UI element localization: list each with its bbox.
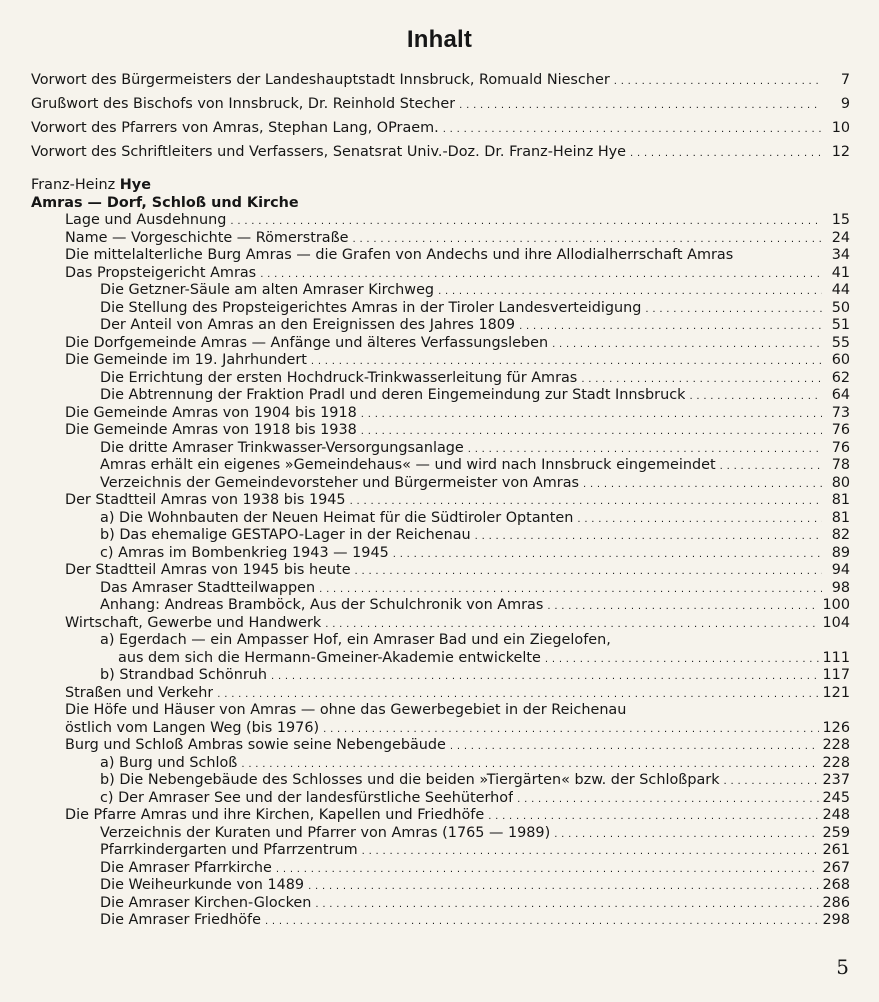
toc-entry-title: Die Getzner-Säule am alten Amraser Kirchweg [100,282,435,298]
toc-entry-page: 245 [822,789,850,806]
dot-leader [217,685,818,704]
toc-entry-title: c) Der Amraser See und der landesfürstliche Seehüterhof [100,789,514,806]
toc-entry [31,352,850,370]
toc-entry [31,877,850,895]
toc-entry-page: 98 [831,579,850,596]
dot-leader [545,650,819,669]
toc-entry-title: Verzeichnis der Kuraten und Pfarrer von Amras (1765 — 1989) [100,824,551,841]
toc-entry-title: östlich vom Langen Weg (bis 1976) [65,719,320,736]
toc-entry [31,212,850,230]
toc-entry-page: 111 [822,649,850,666]
dot-leader [260,265,822,284]
toc-entry-title: Die mittelalterliche Burg Amras — die Grafen von Andechs und ihre Allodialherrschaft Amras [65,247,734,263]
toc-entry-title: Die Errichtung der ersten Hochdruck-Trinkwasserleitung für Amras [100,369,578,386]
dot-leader [443,116,822,142]
toc-entry-page: 44 [831,282,850,298]
toc-entry-title: Die Höfe und Häuser von Amras — ohne das Gewerbegebiet in der Reichenau [65,702,627,718]
toc-entry-title: Straßen und Verkehr [65,684,214,701]
toc-entry [31,370,850,388]
toc-entry [31,475,850,493]
dot-leader [475,527,822,546]
table-of-contents [31,68,850,930]
dot-leader [265,912,819,931]
toc-entry-title: a) Egerdach — ein Ampasser Hof, ein Amraser Bad und ein Ziegelofen, [100,632,611,648]
toc-entry-page: 7 [840,72,850,88]
toc-entry [31,282,850,300]
toc-entry-title: Die Weiheurkunde von 1489 [100,877,305,893]
dot-leader [361,422,822,441]
toc-entry [31,667,850,685]
toc-entry-title: b) Die Nebengebäude des Schlosses und die beiden »Tiergärten« bzw. der Schloßpark [100,772,720,788]
dot-leader [241,755,818,774]
toc-entry [31,737,850,755]
toc-entry [31,68,850,92]
author-first-name: Franz-Heinz [31,177,116,193]
dot-leader [325,615,818,634]
toc-entry-title: Der Stadtteil Amras von 1938 bis 1945 [65,492,346,508]
dot-leader [583,475,822,494]
toc-entry [31,755,850,773]
toc-entry-title: Vorwort des Schriftleiters und Verfassers, Senatsrat Univ.-Doz. Dr. Franz-Heinz Hye [31,144,627,160]
toc-entry-title: b) Strandbad Schönruh [100,667,268,683]
toc-entry-page: 62 [831,369,850,386]
toc-entry [31,422,850,440]
toc-entry [31,562,850,580]
page-title: Inhalt [406,26,473,53]
toc-entry [31,580,850,598]
toc-entry-title: Vorwort des Bürgermeisters der Landeshauptstadt Innsbruck, Romuald Niescher [31,72,610,88]
toc-entry-page: 73 [831,404,850,421]
toc-entry-title: Das Amraser Stadtteilwappen [100,579,316,596]
toc-entry [31,300,850,318]
toc-entry-title: a) Burg und Schloß [100,754,238,771]
dot-leader [350,492,822,511]
toc-entry-title: Lage und Ausdehnung [65,212,227,228]
dot-leader [468,440,822,459]
dot-leader [323,720,818,739]
toc-entry-page: 10 [831,120,850,136]
toc-entry-page: 41 [831,264,850,281]
toc-entry-title: aus dem sich die Hermann-Gmeiner-Akademie entwickelte [118,649,541,666]
toc-entry [31,387,850,405]
toc-entry-page: 12 [831,144,850,160]
toc-entry [31,772,850,790]
toc-entry [31,912,850,930]
dot-leader [517,790,818,809]
toc-entry [31,545,850,563]
entry-list [31,212,850,930]
toc-entry [31,440,850,458]
toc-entry [31,335,850,353]
dot-leader [554,825,818,844]
dot-leader [353,230,822,249]
dot-leader [614,68,822,94]
toc-entry [31,615,850,633]
toc-entry [31,702,850,720]
toc-entry-page: 60 [831,352,850,368]
dot-leader [577,510,822,529]
toc-entry [31,492,850,510]
dot-leader [488,807,818,826]
toc-entry-title: Name — Vorgeschichte — Römerstraße [65,229,349,246]
toc-entry-page: 81 [831,492,850,508]
dot-leader [438,282,822,301]
toc-entry-title: Wirtschaft, Gewerbe und Handwerk [65,614,322,631]
author-name [31,177,850,195]
dot-leader [308,877,818,896]
toc-entry-page: 9 [840,96,850,112]
dot-leader [459,92,822,118]
toc-entry [31,685,850,703]
toc-entry [31,842,850,860]
toc-entry-page: 117 [822,667,850,683]
dot-leader [552,335,822,354]
toc-entry-title: Die Pfarre Amras und ihre Kirchen, Kapellen und Friedhöfe [65,807,485,823]
dot-leader [311,352,822,371]
toc-entry-page: 82 [831,527,850,543]
toc-entry-title: Vorwort des Pfarrers von Amras, Stephan Lang, OPraem. [31,120,439,136]
dot-leader [689,387,822,406]
toc-entry-title: Die Gemeinde im 19. Jahrhundert [65,352,307,368]
toc-entry [31,510,850,528]
dot-leader [450,737,819,756]
toc-entry [31,317,850,335]
toc-entry-page: 237 [822,772,850,788]
toc-entry [31,92,850,116]
toc-entry-title: Die Abtrennung der Fraktion Pradl und deren Eingemeindung zur Stadt Innsbruck [100,387,686,403]
toc-entry-page: 267 [822,859,850,876]
preface-list [31,68,850,164]
dot-leader [276,860,819,879]
toc-entry-title: Die Stellung des Propsteigerichtes Amras in der Tiroler Landesverteidigung [100,299,642,316]
dot-leader [630,140,822,166]
toc-entry [31,405,850,423]
dot-leader [271,667,819,686]
toc-entry-title: a) Die Wohnbauten der Neuen Heimat für die Südtiroler Optanten [100,509,574,526]
toc-entry [31,650,850,668]
toc-entry-title: Der Anteil von Amras an den Ereignissen des Jahres 1809 [100,317,516,333]
toc-entry-title: b) Das ehemalige GESTAPO-Lager in der Reichenau [100,527,471,543]
toc-entry [31,247,850,265]
author-line [31,177,850,195]
dot-leader [319,580,822,599]
author-last-name: Hye [119,177,151,193]
dot-leader [361,405,822,424]
main-section-title: Amras — Dorf, Schloß und Kirche [31,194,299,211]
toc-entry [31,807,850,825]
toc-entry-title: Die Amraser Kirchen-Glocken [100,894,312,911]
toc-entry-page: 268 [822,877,850,893]
toc-entry-page: 259 [822,824,850,841]
dot-leader [393,545,822,564]
toc-entry-page: 121 [822,684,850,701]
toc-entry-page: 80 [831,474,850,491]
toc-entry [31,860,850,878]
dot-leader [547,597,818,616]
toc-entry-title: c) Amras im Bombenkrieg 1943 — 1945 [100,544,389,561]
toc-entry-title: Die Amraser Pfarrkirche [100,859,272,876]
toc-entry-page: 76 [831,422,850,438]
toc-entry-title: Das Propsteigericht Amras [65,264,257,281]
toc-entry-title: Amras erhält ein eigenes »Gemeindehaus« — und wird nach Innsbruck eingemeindet [100,457,716,473]
toc-entry [31,116,850,140]
toc-entry-page: 15 [831,212,850,228]
toc-entry-page: 51 [831,317,850,333]
dot-leader [230,212,822,231]
toc-entry-title: Die Dorfgemeinde Amras — Anfänge und älteres Verfassungsleben [65,334,549,351]
toc-entry-title: Verzeichnis der Gemeindevorsteher und Bürgermeister von Amras [100,474,580,491]
toc-entry-page: 248 [822,807,850,823]
toc-entry-page: 298 [822,912,850,928]
toc-entry [31,720,850,738]
toc-entry-title: Die dritte Amraser Trinkwasser-Versorgungsanlage [100,439,464,456]
toc-entry-title: Die Amraser Friedhöfe [100,912,261,928]
dot-leader [581,370,822,389]
toc-entry-page: 76 [831,439,850,456]
toc-entry-page: 34 [831,247,850,263]
toc-entry-page: 64 [831,387,850,403]
toc-entry-title: Die Gemeinde Amras von 1904 bis 1918 [65,404,357,421]
toc-entry [31,632,850,650]
dot-leader [315,895,818,914]
toc-entry-page: 89 [831,544,850,561]
toc-entry-page: 228 [822,754,850,771]
toc-entry [31,597,850,615]
toc-entry [31,457,850,475]
toc-entry-page: 286 [822,894,850,911]
toc-entry-page: 78 [831,457,850,473]
page-number: 5 [836,955,849,979]
toc-entry [31,140,850,164]
toc-entry [31,230,850,248]
toc-entry-page: 104 [822,614,850,631]
toc-entry-page: 100 [822,597,850,613]
dot-leader [355,562,822,581]
toc-entry-page: 81 [831,509,850,526]
toc-entry-page: 261 [822,842,850,858]
toc-entry-page: 94 [831,562,850,578]
toc-entry-page: 126 [822,719,850,736]
toc-entry-title: Der Stadtteil Amras von 1945 bis heute [65,562,351,578]
toc-entry-title: Pfarrkindergarten und Pfarrzentrum [100,842,358,858]
dot-leader [519,317,822,336]
toc-entry [31,895,850,913]
toc-entry-title: Grußwort des Bischofs von Innsbruck, Dr. Reinhold Stecher [31,96,456,112]
toc-entry [31,527,850,545]
toc-entry-title: Die Gemeinde Amras von 1918 bis 1938 [65,422,357,438]
toc-entry [31,265,850,283]
toc-entry-page: 228 [822,737,850,753]
toc-entry-page: 50 [831,299,850,316]
dot-leader [362,842,819,861]
toc-entry-page: 55 [831,334,850,351]
main-title-line [31,195,850,213]
toc-entry [31,790,850,808]
toc-entry-page: 24 [831,229,850,246]
toc-entry-title: Anhang: Andreas Bramböck, Aus der Schulchronik von Amras [100,597,544,613]
dot-leader [720,457,822,476]
dot-leader [724,772,819,791]
dot-leader [645,300,822,319]
toc-entry [31,825,850,843]
toc-entry-title: Burg und Schloß Ambras sowie seine Nebengebäude [65,737,446,753]
